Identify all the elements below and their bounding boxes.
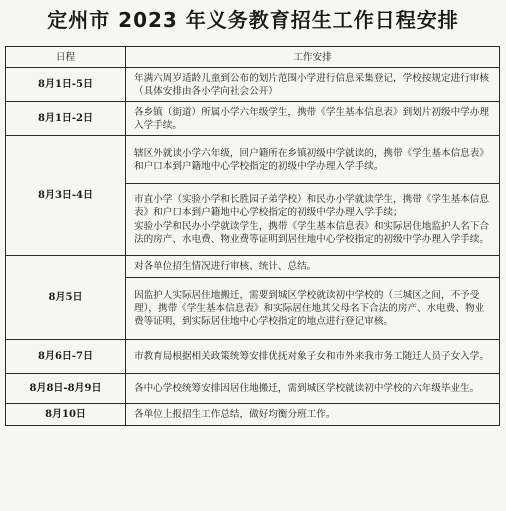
schedule-content	[126, 136, 500, 184]
schedule-date: 8月5日	[6, 256, 126, 340]
schedule-text: 市教育局根据相关政策统筹安排优抚对象子女和市外来我市务工随迁人员子女入学。	[134, 351, 489, 362]
schedule-text: 实验小学和民办小学就读学生，携带《学生基本信息表》和实际居住地监护人名下合法的房产、水电费、物业费等证明到居住地中心学校指定的初级中学办理入学手续。	[134, 221, 489, 245]
schedule-content	[126, 102, 500, 136]
schedule-content	[126, 374, 500, 404]
table-header-row	[6, 47, 500, 68]
schedule-text: 对各单位招生情况进行审核、统计、总结。	[134, 261, 317, 272]
schedule-date: 8月6日-7日	[6, 340, 126, 374]
schedule-text: 各乡镇（街道）所属小学六年级学生，携带《学生基本信息表》到划片初级中学办理入学手续。	[134, 106, 489, 131]
schedule-content	[126, 256, 500, 278]
schedule-date: 8月3日-4日	[6, 136, 126, 256]
schedule-content	[126, 340, 500, 374]
schedule-date: 8月10日	[6, 404, 126, 426]
schedule-content	[126, 184, 500, 256]
table-row	[6, 102, 500, 136]
schedule-content	[126, 404, 500, 426]
schedule-table	[5, 46, 500, 426]
schedule-body	[6, 68, 500, 426]
schedule-text: 各中心学校统筹安排因居住地搬迁，需到城区学校就读初中学校的六年级毕业生。	[134, 383, 480, 394]
schedule-text: 年满六周岁适龄儿童到公布的划片范围小学进行信息采集登记，学校按规定进行审核（具体安排由各小学向社会公开）	[134, 72, 489, 97]
header-date: 日程	[6, 47, 126, 68]
schedule-text: 各单位上报招生工作总结，做好均衡分班工作。	[134, 409, 336, 420]
table-row	[6, 136, 500, 184]
table-row	[6, 404, 500, 426]
page-title: 定州市 2023 年义务教育招生工作日程安排	[47, 8, 459, 32]
table-row	[6, 256, 500, 278]
schedule-date: 8月1日-5日	[6, 68, 126, 102]
schedule-content	[126, 278, 500, 340]
schedule-date: 8月1日-2日	[6, 102, 126, 136]
schedule-text: 辖区外就读小学六年级，回户籍所在乡镇初级中学就读的，携带《学生基本信息表》和户口本到户籍地中心学校指定的初级中学办理入学手续。	[134, 147, 489, 172]
header-work: 工作安排	[126, 47, 500, 68]
schedule-content	[126, 68, 500, 102]
schedule-date: 8月8日-8月9日	[6, 374, 126, 404]
schedule-text: 市直小学（实验小学和长胜园子弟学校）和民办小学就读学生，携带《学生基本信息表》和户口本到户籍地中心学校指定的初级中学办理入学手续；	[134, 194, 489, 218]
schedule-text: 因监护人实际居住地搬迁，需要到城区学校就读初中学校的（三城区之间，不予受理），携带《学生基本信息表》和实际居住地其父母名下合法的房产、水电费、物业费等证明，到实际居住地中心学校指定的地点进行登记审核。	[134, 290, 485, 327]
table-row	[6, 374, 500, 404]
table-row	[6, 68, 500, 102]
table-row	[6, 340, 500, 374]
